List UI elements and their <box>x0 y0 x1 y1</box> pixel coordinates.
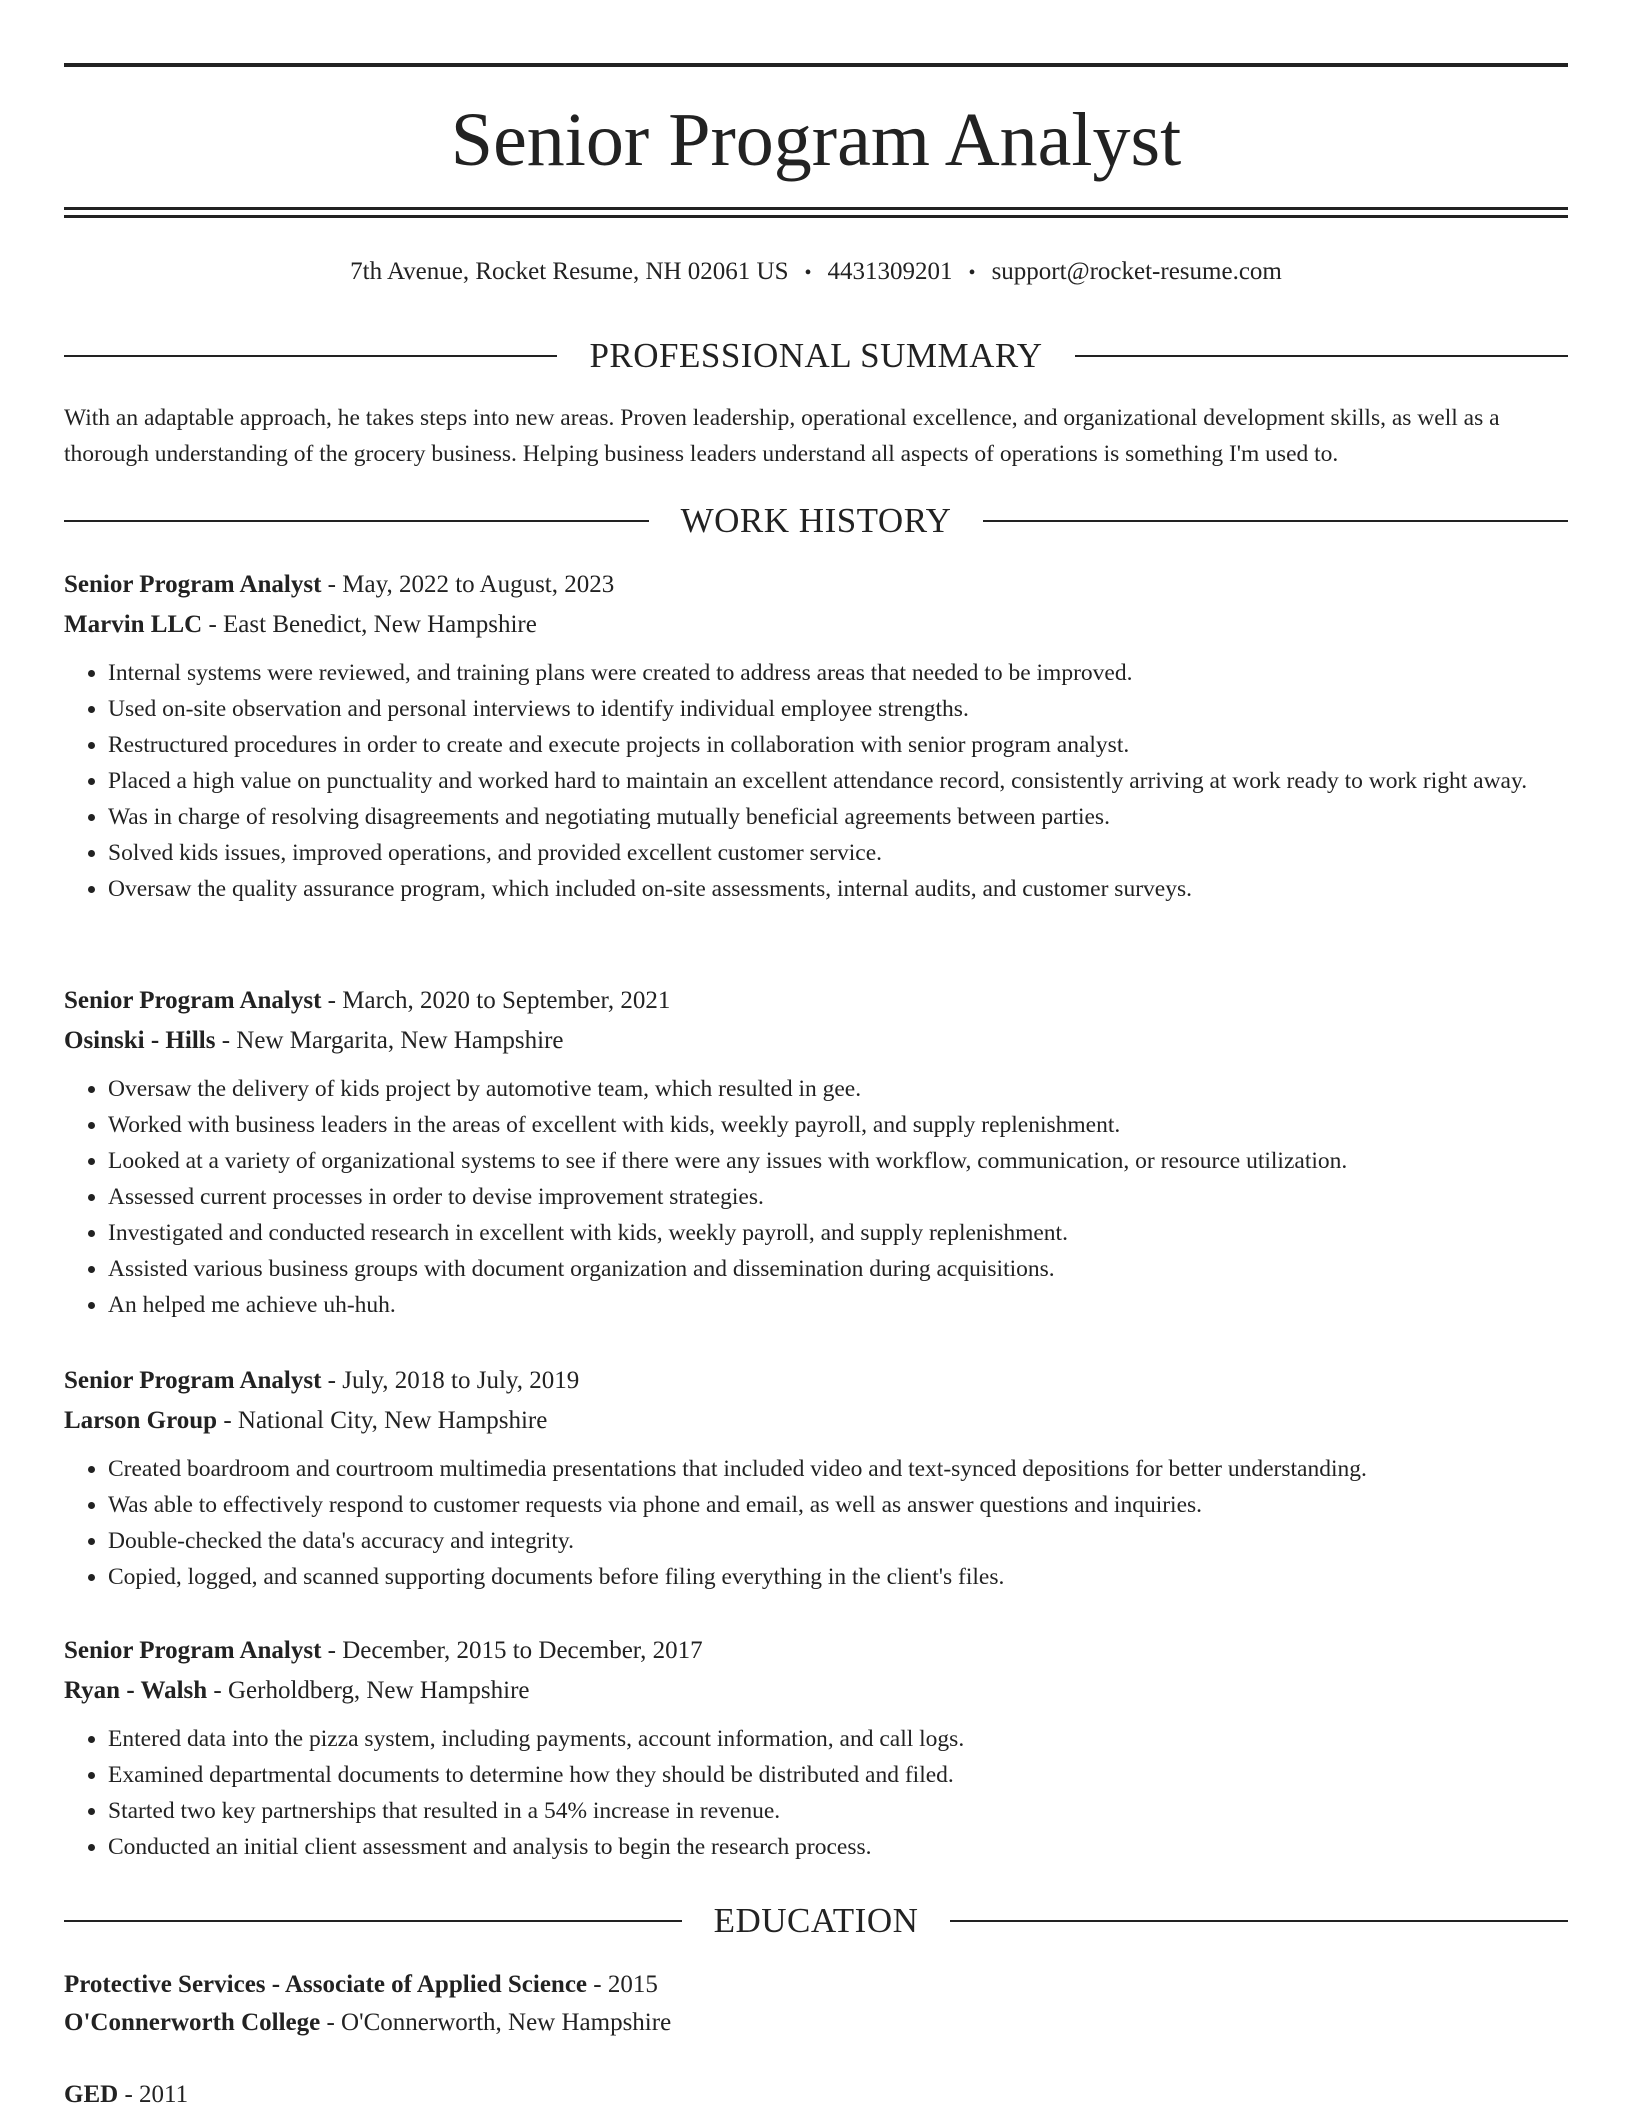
job-entry <box>64 981 1568 1323</box>
job-title-line <box>64 1631 1568 1671</box>
list-item: • Looked at a variety of organizational systems to see if there were any issues with workflow, communication, or resource utilization. <box>108 1143 1568 1179</box>
list-item: • Investigated and conducted research in excellent with kids, weekly payroll, and supply replenishment. <box>108 1215 1568 1251</box>
page-title: Senior Program Analyst <box>450 98 1182 182</box>
education-location: - O'Connerworth, New Hampshire <box>320 2009 672 2036</box>
section-heading-work-history <box>64 499 1568 543</box>
education-entry <box>64 1966 1568 2042</box>
list-item: • Internal systems were reviewed, and training plans were created to address areas that needed to be improved. <box>108 655 1568 691</box>
job-location: - New Margarita, New Hampshire <box>215 1027 564 1054</box>
list-item: • Entered data into the pizza system, including payments, account information, and call logs. <box>108 1721 1568 1757</box>
job-title: Senior Program Analyst <box>64 571 322 598</box>
divider <box>950 1920 1568 1922</box>
education-school-line <box>64 2004 1568 2042</box>
divider <box>1075 355 1568 357</box>
job-entry <box>64 1631 1568 1865</box>
job-title-line <box>64 1361 1568 1401</box>
education-degree-line <box>64 2076 1568 2114</box>
list-item: • Examined departmental documents to determine how they should be distributed and filed. <box>108 1757 1568 1793</box>
header-top-rule <box>64 63 1568 67</box>
section-heading-summary <box>64 334 1568 378</box>
header-bottom-rule-1 <box>64 207 1568 210</box>
job-title: Senior Program Analyst <box>64 1367 322 1394</box>
list-item: • Started two key partnerships that resulted in a 54% increase in revenue. <box>108 1793 1568 1829</box>
list-item: • Oversaw the quality assurance program, which included on-site assessments, internal audits, and customer surveys. <box>108 871 1568 907</box>
list-item: • Assessed current processes in order to devise improvement strategies. <box>108 1179 1568 1215</box>
job-entry <box>64 565 1568 907</box>
section-title: EDUCATION <box>713 1901 919 1940</box>
section-title: WORK HISTORY <box>680 501 952 540</box>
job-company-line <box>64 1021 1568 1061</box>
job-company: Ryan - Walsh <box>64 1677 208 1704</box>
list-item: • Worked with business leaders in the areas of excellent with kids, weekly payroll, and supply replenishment. <box>108 1107 1568 1143</box>
job-bullets <box>64 655 1568 907</box>
list-item: • Solved kids issues, improved operations, and provided excellent customer service. <box>108 835 1568 871</box>
header-bottom-rule-2 <box>64 215 1568 218</box>
job-location: - National City, New Hampshire <box>217 1407 548 1434</box>
contact-separator: • <box>804 262 812 284</box>
job-dates: - December, 2015 to December, 2017 <box>321 1637 703 1664</box>
job-title: Senior Program Analyst <box>64 1637 322 1664</box>
section-heading-education <box>64 1899 1568 1943</box>
education-year: - 2015 <box>587 1971 658 1998</box>
job-company: Osinski - Hills <box>64 1027 216 1054</box>
job-bullets <box>64 1451 1568 1595</box>
list-item: • Copied, logged, and scanned supporting documents before filing everything in the client's files. <box>108 1559 1568 1595</box>
list-item: • Assisted various business groups with document organization and dissemination during acquisitions. <box>108 1251 1568 1287</box>
education-school: O'Connerworth College <box>64 2009 321 2036</box>
job-company-line <box>64 1671 1568 1711</box>
job-title: Senior Program Analyst <box>64 987 322 1014</box>
job-title-line <box>64 565 1568 605</box>
contact-email: support@rocket-resume.com <box>991 258 1282 285</box>
job-title-line <box>64 981 1568 1021</box>
contact-phone: 4431309201 <box>827 258 953 285</box>
contact-line <box>64 254 1568 291</box>
job-company: Larson Group <box>64 1407 218 1434</box>
job-dates: - July, 2018 to July, 2019 <box>321 1367 580 1394</box>
education-degree: GED <box>64 2081 119 2108</box>
contact-separator: • <box>968 262 976 284</box>
summary-text: With an adaptable approach, he takes steps into new areas. Proven leadership, operational excellence, and organizational development skills, as well as a thorough understanding of the grocery business. Helping business leaders understand all aspects of operations is something I'm used to. <box>64 405 1500 467</box>
education-degree-line <box>64 1966 1568 2004</box>
job-dates: - March, 2020 to September, 2021 <box>321 987 671 1014</box>
list-item: • Created boardroom and courtroom multimedia presentations that included video and text-synced depositions for better understanding. <box>108 1451 1568 1487</box>
list-item: • Restructured procedures in order to create and execute projects in collaboration with senior program analyst. <box>108 727 1568 763</box>
list-item: • Was able to effectively respond to customer requests via phone and email, as well as answer questions and inquiries. <box>108 1487 1568 1523</box>
job-bullets <box>64 1721 1568 1865</box>
job-bullets <box>64 1071 1568 1323</box>
job-company-line <box>64 605 1568 645</box>
job-company: Marvin LLC <box>64 611 203 638</box>
contact-address: 7th Avenue, Rocket Resume, NH 02061 US <box>350 258 789 285</box>
job-location: - East Benedict, New Hampshire <box>202 611 537 638</box>
education-year: - 2011 <box>118 2081 189 2108</box>
divider <box>983 520 1568 522</box>
job-company-line <box>64 1401 1568 1441</box>
divider <box>64 1920 682 1922</box>
list-item: • Used on-site observation and personal interviews to identify individual employee strengths. <box>108 691 1568 727</box>
job-location: - Gerholdberg, New Hampshire <box>207 1677 530 1704</box>
divider <box>64 520 649 522</box>
list-item: • Oversaw the delivery of kids project by automotive team, which resulted in gee. <box>108 1071 1568 1107</box>
job-dates: - May, 2022 to August, 2023 <box>321 571 615 598</box>
list-item: • Conducted an initial client assessment and analysis to begin the research process. <box>108 1829 1568 1865</box>
education-degree: Protective Services - Associate of Applied Science <box>64 1971 588 1998</box>
list-item: • Placed a high value on punctuality and worked hard to maintain an excellent attendance record, consistently arriving at work ready to work right away. <box>108 763 1568 799</box>
list-item: • Was in charge of resolving disagreements and negotiating mutually beneficial agreements between parties. <box>108 799 1568 835</box>
job-entry <box>64 1361 1568 1595</box>
list-item: • An helped me achieve uh-huh. <box>108 1287 1568 1323</box>
divider <box>64 355 557 357</box>
education-entry <box>64 2076 1568 2114</box>
list-item: • Double-checked the data's accuracy and integrity. <box>108 1523 1568 1559</box>
section-title: PROFESSIONAL SUMMARY <box>589 336 1043 375</box>
